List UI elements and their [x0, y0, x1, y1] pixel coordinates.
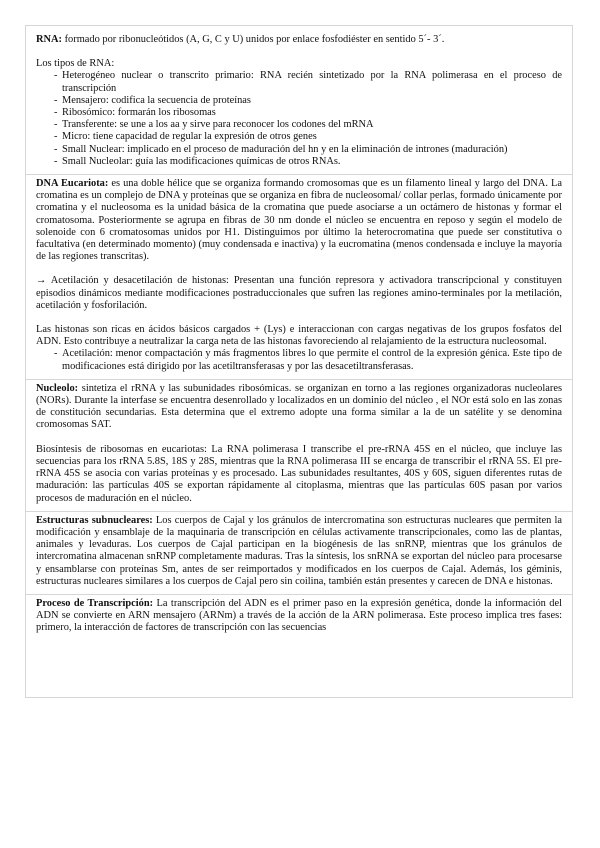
nucleolo-text: sintetiza el rRNA y las subunidades ribosómicas. se organizan en torno a las regiones organizadoras nucleolares (NORs). Durante la interfase se encuentra desenrollado y localizados en un dominio del núcleo , el NOr está solo en las zonas de constitución secundarias. Esta determina que el extremo adopte una forma similar a la de un satélite y se denomina cromosomas SAT.	[36, 382, 562, 431]
list-item: - Small Nuclear: implicado en el proceso de maduración del hn y en la eliminación de intrones (maduración)	[36, 144, 562, 156]
dna-charge-paragraph: Las histonas son ricas en ácidos básicos cargados + (Lys) e interaccionan con cargas negativas de los grupos fosfatos del ADN. Esto contribuye a neutralizar la carga neta de las histonas favoreciendo al relajamiento de la estructura nucleosomal.	[36, 324, 562, 348]
dna-text: es una doble hélice que se organiza formando cromosomas que es un filamento lineal y largo del DNA. La cromatina es un complejo de DNA y proteínas que se organiza en fibra de nucleosomal/ collar perlas, formado únicamente por cromatina y el nucleosoma es la unidad básica de la cromatina que puede asociarse a un octámero de histonas y formar el cromatosoma. Posteriormente se agrupa en fibras de 30 nm donde el núcleo se encuentra en reposo y según el modelo de solenoide con 6 cromatosomas unidos por H1. Distinguimos por último la heterocromatina que puede ser constitutiva o facultativa (en determinado momento) (muy condensada e inactiva) y la eucromatina (menos condensada e incluye la mayoría de las regiones transcritas).	[36, 178, 562, 263]
transcripcion-paragraph	[36, 598, 562, 635]
dna-bullets	[36, 348, 562, 372]
list-item: - Small Nucleolar: guía las modificaciones químicas de otros RNAs.	[36, 156, 562, 168]
list-item: - Acetilación: menor compactación y más fragmentos libres lo que permite el control de la expresión génica. Este tipo de modificaciones está dirigido por las acetiltransferasas y por las desacetiltransferasas.	[36, 348, 562, 372]
estructuras-paragraph	[36, 515, 562, 588]
list-item: - Heterogéneo nuclear o transcrito primario: RNA recién sintetizado por la RNA polimerasa en el proceso de transcripción	[36, 70, 562, 94]
transcripcion-text: La transcripción del ADN es el primer paso en la expresión genética, donde la información del ADN se convierte en ARN mensajero (ARNm) a través de la acción de la ARN polimerasa. Este proceso implica tres fases: primero, la interacción de factores de transcripción con las secuencias	[36, 597, 562, 634]
rna-types-list	[36, 70, 562, 168]
list-item: - Transferente: se une a los aa y sirve para reconocer los codones del mRNA	[36, 119, 562, 131]
dna-paragraph	[36, 178, 562, 263]
estructuras-title: Estructuras subnucleares:	[36, 514, 153, 526]
section-transcripcion	[25, 594, 573, 698]
estructuras-text: Los cuerpos de Cajal y los gránulos de intercromatina son estructuras nucleares que permiten la modificación y ensamblaje de la maquinaria de transcripción en células activamente transcripcionales, como las de plantas, animales y levaduras. Los cuerpos de Cajal participan en la biogénesis de las snRNP, mientras que los gránulos de intercromatina almacenan snRNP completamente maduras. Tras la síntesis, los snRNA se exportan del núcleo para procesarse y ensamblarse con proteínas Sm, antes de ser reimportados y modificados en los cuerpos de Cajal. Además, los géminis, estructuras nucleares similares a los cuerpos de Cajal pero sin coilina, también están presentes y carecen de DNA e histonas.	[36, 514, 562, 587]
nucleolo-paragraph	[36, 383, 562, 432]
dna-histone-paragraph: → Acetilación y desacetilación de histonas: Presentan una función represora y activadora transcripcional y constituyen episodios dinámicos mediante modificaciones postraduccionales que sufren las regiones amino-terminales por la metilación, acetilación y fosforilación.	[36, 275, 562, 311]
nucleolo-title: Nucleolo:	[36, 382, 79, 394]
rna-intro: formado por ribonucleótidos (A, G, C y U) unidos por enlace fosfodiéster en sentido 5´- 3´.	[61, 34, 445, 45]
dna-title: DNA Eucariota:	[36, 178, 109, 190]
list-item: - Mensajero: codifica la secuencia de proteínas	[36, 95, 562, 107]
nucleolo-biosintesis-paragraph: Biosíntesis de ribosomas en eucariotas: La RNA polimerasa I transcribe el pre-rRNA 45S en el núcleo, que incluye las secuencias para los rRNA 5.8S, 18S y 28S, mientras que la RNA polimerasa III se encarga de transcribir el rRNA 5S. El pre-rRNA 45S se asocia con varias proteínas y es procesado. Las subunidades resultantes, 40S y 60S, siguen diferentes rutas de maduración: las partículas 40S se exportan rápidamente al citoplasma, mientras que las partículas 60S pasan por varios procesos de maduración en el núcleo.	[36, 443, 562, 504]
section-estructuras	[25, 511, 573, 594]
list-item: - Ribosómico: formarán los ribosomas	[36, 107, 562, 119]
section-nucleolo	[25, 379, 573, 511]
transcripcion-title: Proceso de Transcripción:	[36, 597, 154, 609]
document-page	[25, 25, 573, 698]
section-rna	[25, 25, 573, 174]
section-dna	[25, 174, 573, 379]
rna-paragraph	[36, 34, 562, 46]
list-item: - Micro: tiene capacidad de regular la expresión de otros genes	[36, 131, 562, 143]
rna-title: RNA:	[36, 34, 62, 45]
rna-types-heading: Los tipos de RNA:	[36, 58, 115, 70]
